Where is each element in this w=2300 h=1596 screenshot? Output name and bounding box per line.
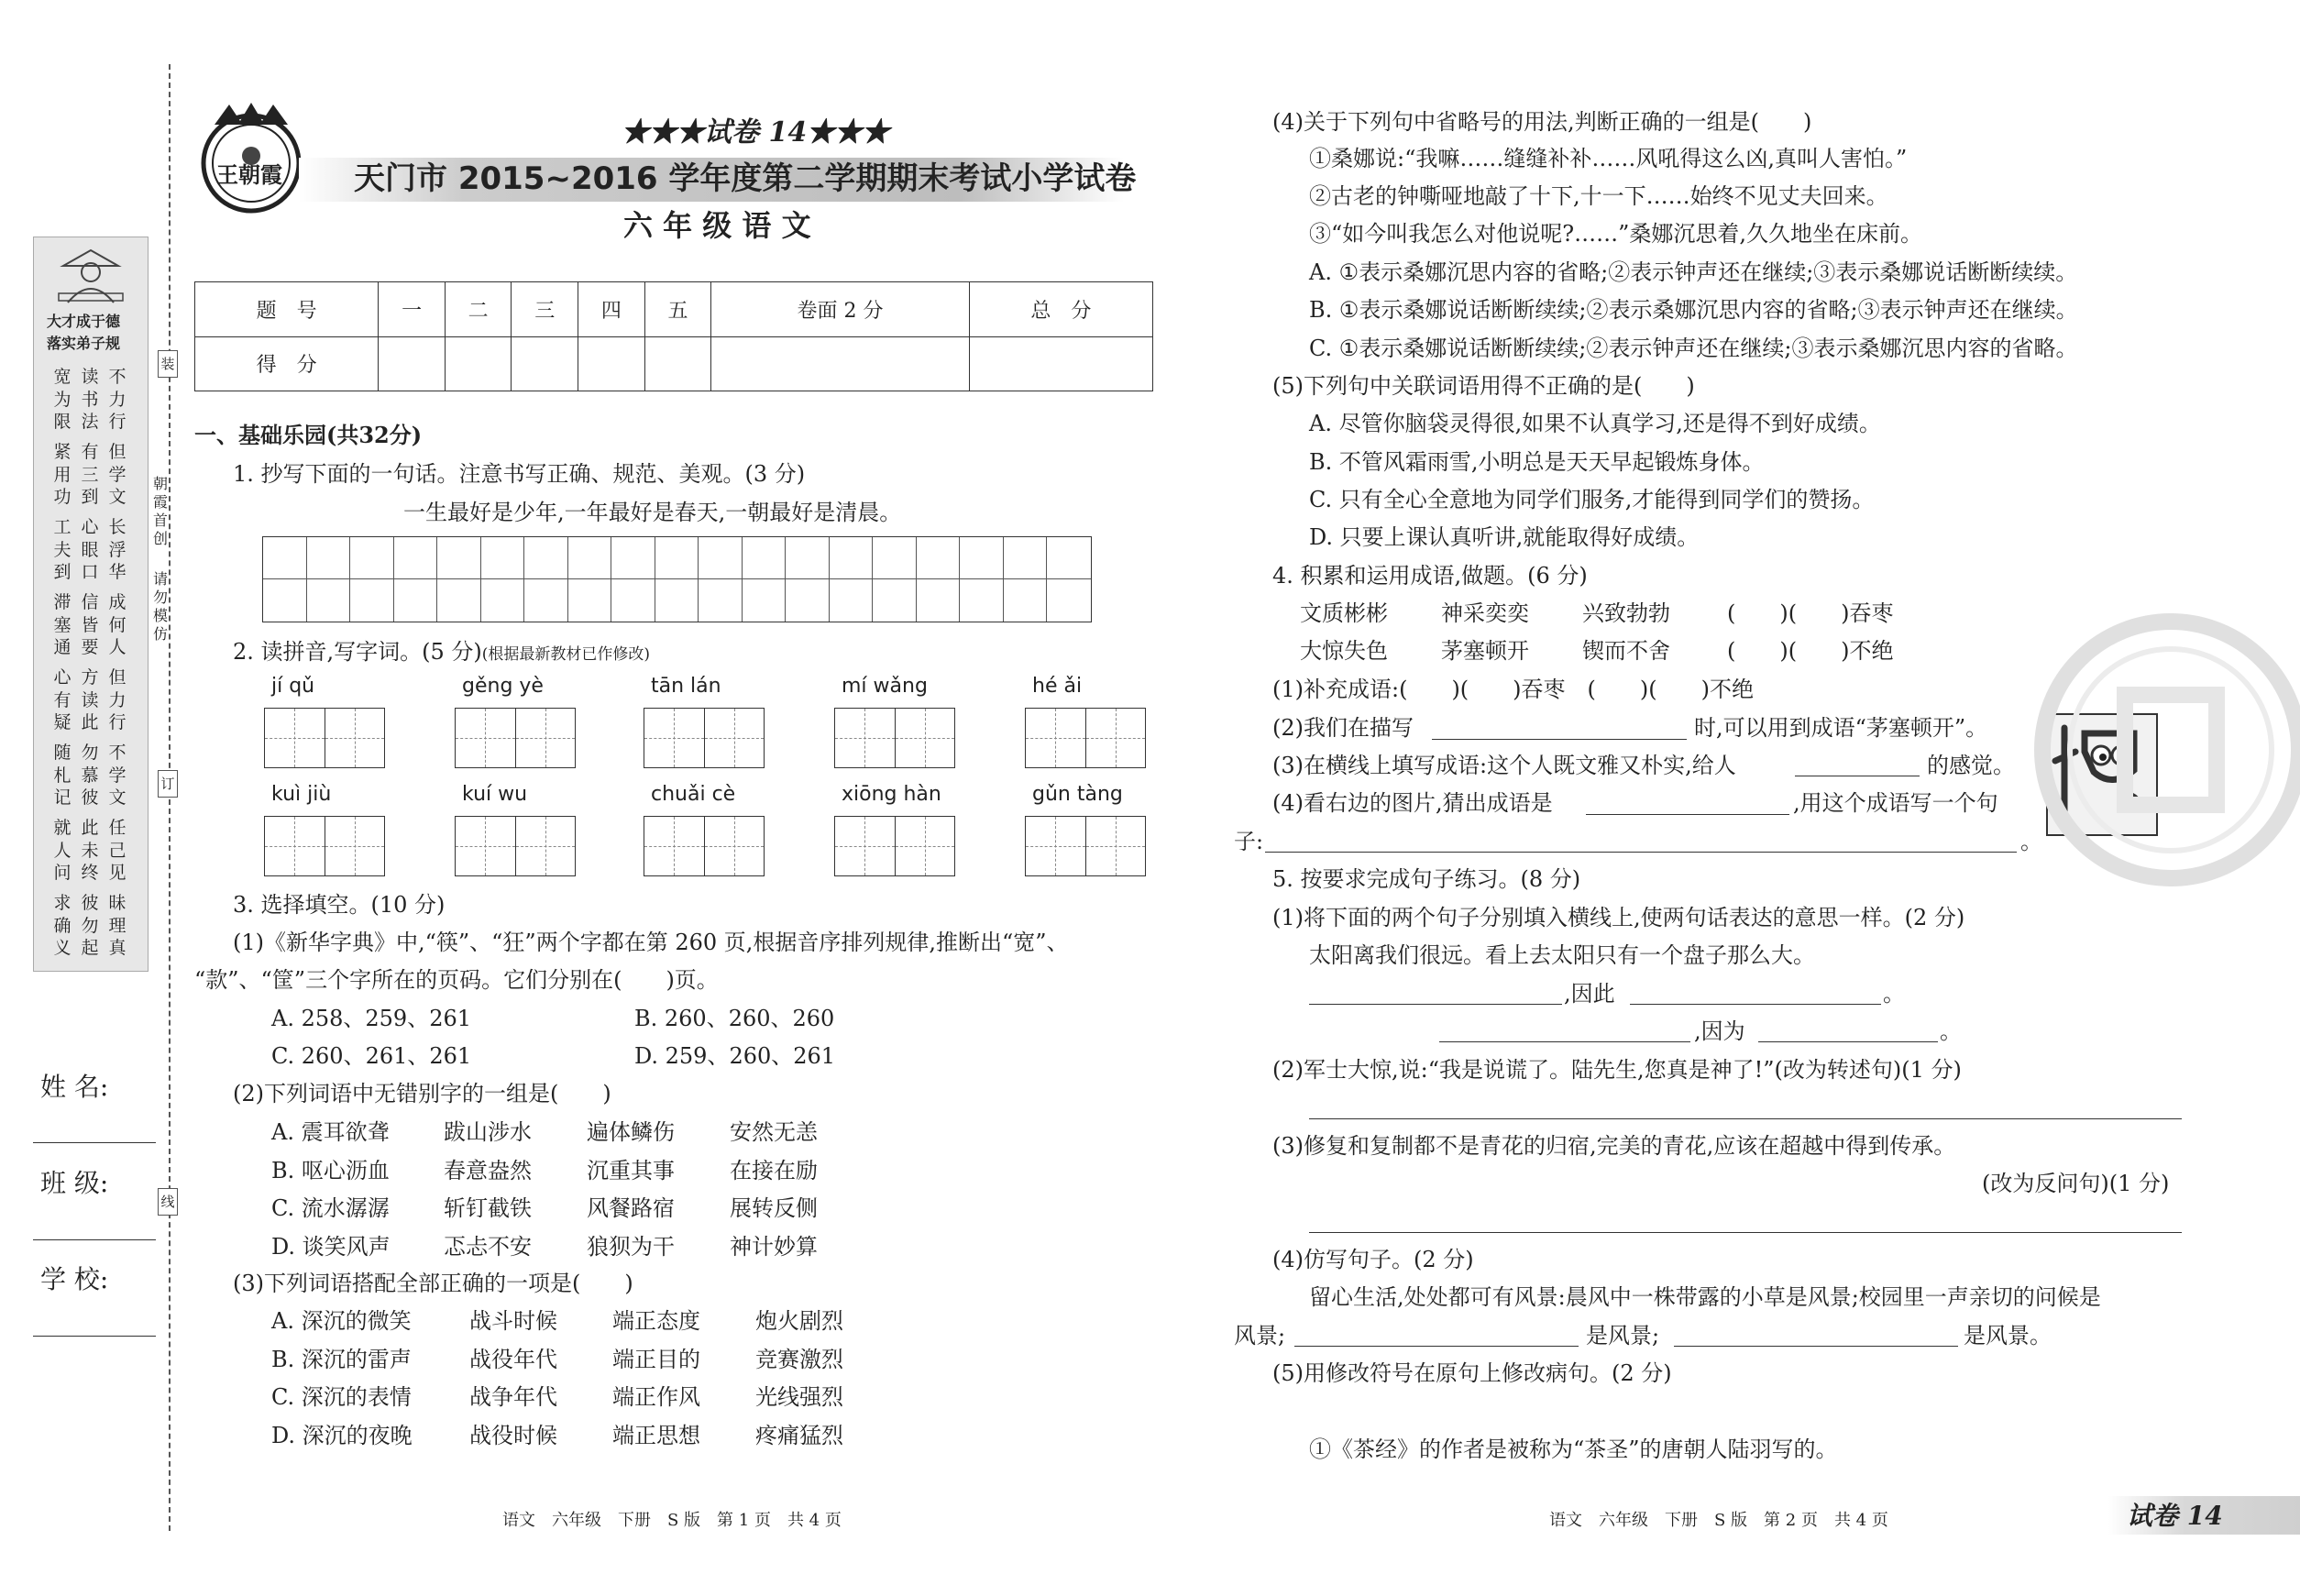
q4-sentence-1: ①桑娜说:“我嘛……缝缝补补……风吼得这么凶,真叫人害怕。” [1309, 146, 1908, 171]
q3-2-option-a-word: 跋山涉水 [444, 1119, 532, 1145]
copy-grid-cell[interactable] [263, 579, 307, 622]
qa4-2-end: 时,可以用到成语“茅塞顿开”。 [1694, 715, 1988, 741]
copy-grid-cell[interactable] [960, 537, 1004, 579]
series-label: ★★★试卷 14★★★ [622, 116, 890, 149]
copy-grid-cell[interactable] [437, 579, 481, 622]
q3-3-option-d-word: 战役时候 [469, 1422, 557, 1448]
qa4-2-start: (2)我们在描写 [1272, 715, 1414, 741]
name-field[interactable] [33, 1142, 156, 1143]
school-label: 学 校: [40, 1264, 109, 1294]
motto-column: 就人问 [53, 818, 72, 883]
copy-grid-cell[interactable] [655, 579, 699, 622]
copy-grid-cell[interactable] [786, 579, 830, 622]
q3-2-prompt: (2)下列词语中无错别字的一组是( ) [233, 1081, 611, 1106]
qa5-1-period-2: 。 [1940, 1018, 1962, 1044]
qa5-1-period-1: 。 [1883, 981, 1905, 1007]
motto-column: 随札记 [53, 743, 72, 808]
idiom-item: 大惊失色 [1300, 638, 1388, 664]
tian-grid-box[interactable] [644, 816, 765, 876]
q3-2-option-d-word: 忑忐不安 [444, 1233, 532, 1260]
qa4-4-start: (4)看右边的图片,猜出成语是 [1272, 790, 1553, 816]
cut-label-text: 订 [160, 776, 175, 792]
copy-grid-cell[interactable] [481, 537, 525, 579]
tian-grid-cell[interactable] [265, 709, 325, 767]
brand-vertical-text: 朝霞首创 [152, 475, 168, 547]
idiom-item: 神采奕奕 [1441, 600, 1529, 626]
score-header: 一 [379, 282, 446, 337]
q3-2-option-a-word: 安然无恙 [730, 1119, 818, 1145]
q4-option-c[interactable]: C. ①表示桑娜说话断断续续;②表示钟声还在继续;③表示桑娜沉思内容的省略。 [1309, 336, 2078, 361]
qa5-1-blank-3[interactable] [1439, 1041, 1690, 1042]
pinyin-label: mí wǎng [842, 675, 928, 698]
q3-2-option-b-word[interactable]: B. 呕心沥血 [271, 1157, 390, 1183]
pinyin-label: chuǎi cè [651, 783, 736, 806]
q3-1-option-b[interactable]: B. 260、260、260 [634, 1006, 835, 1031]
copy-grid-cell[interactable] [350, 537, 394, 579]
tian-grid-cell[interactable] [644, 709, 705, 767]
copy-grid-cell[interactable] [568, 579, 612, 622]
motto-column: 但力行 [108, 667, 127, 732]
tian-grid-box[interactable] [1025, 708, 1146, 768]
banner-line-1: 大才成于德 [47, 313, 121, 330]
motto-column: 但学文 [108, 442, 127, 507]
q3-3-option-c-word: 端正作风 [612, 1384, 700, 1410]
binding-dashed-line [169, 64, 171, 1531]
copy-grid-cell[interactable] [481, 579, 525, 622]
motto-column: 心眼口 [81, 517, 99, 582]
pinyin-label: xiōng hàn [842, 783, 941, 806]
motto-column: 昧理真 [108, 893, 127, 958]
score-cell[interactable] [445, 336, 512, 391]
section-1-heading: 一、基础乐园(共32分) [194, 422, 423, 448]
q3-2-option-d-word[interactable]: D. 谈笑风声 [271, 1233, 391, 1260]
score-cell[interactable] [644, 336, 711, 391]
copy-grid-cell[interactable] [350, 579, 394, 622]
tian-grid-cell[interactable] [1086, 709, 1146, 767]
score-header: 三 [512, 282, 578, 337]
q3-2-option-b-word: 沉重其事 [587, 1157, 675, 1183]
copy-writing-grid[interactable] [262, 536, 1092, 622]
q4-sentence-3: ③“如今叫我怎么对他说呢?……”桑娜沉思着,久久地坐在床前。 [1309, 221, 1923, 247]
tian-grid-box[interactable] [1025, 816, 1146, 876]
motto-column: 紧用功 [53, 442, 72, 507]
pinyin-label: gǔn tàng [1032, 783, 1123, 806]
q4-prompt: (4)关于下列句中省略号的用法,判断正确的一组是( ) [1272, 109, 1812, 135]
motto-column: 此未终 [81, 818, 99, 883]
copy-grid-cell[interactable] [655, 537, 699, 579]
motto-column: 方读此 [81, 667, 99, 732]
score-cell[interactable] [379, 336, 446, 391]
tian-grid-box[interactable] [455, 816, 576, 876]
q3-3-option-a-word: 炮火剧烈 [755, 1308, 843, 1334]
q3-2-option-b-word: 春意盎然 [444, 1157, 532, 1183]
qa5-1-text: 太阳离我们很远。看上去太阳只有一个盘子那么大。 [1309, 942, 1815, 968]
scholar-illustration [54, 243, 127, 307]
score-cell[interactable] [711, 336, 969, 391]
left-footer: 语文 六年级 下册 S 版 第 1 页 共 4 页 [502, 1511, 842, 1530]
copy-grid-cell[interactable] [307, 537, 351, 579]
tian-grid-cell[interactable] [644, 817, 705, 875]
score-header: 题 号 [195, 282, 379, 337]
motto-column: 读书法 [81, 367, 99, 432]
tian-grid-box[interactable] [834, 816, 955, 876]
q3-3-prompt: (3)下列词语搭配全部正确的一项是( ) [233, 1271, 633, 1296]
motto-column: 任己见 [108, 818, 127, 883]
tian-grid-cell[interactable] [265, 817, 325, 875]
qa5-prompt: 5. 按要求完成句子练习。(8 分) [1272, 866, 1581, 892]
q3-3-option-a-word: 端正态度 [612, 1308, 700, 1334]
q3-3-option-a-word: 战斗时候 [469, 1308, 557, 1334]
q5-option-d[interactable]: D. 只要上课认真听讲,就能取得好成绩。 [1309, 524, 1700, 550]
score-header: 总 分 [969, 282, 1152, 337]
pinyin-label: tān lán [651, 675, 721, 698]
q3-2-option-c-word: 风餐路宿 [587, 1195, 675, 1221]
class-field[interactable] [33, 1239, 156, 1240]
tian-grid-cell[interactable] [896, 817, 955, 875]
tian-grid-cell[interactable] [516, 817, 576, 875]
qa5-3-prompt: (3)修复和复制都不是青花的归宿,完美的青花,应该在超越中得到传承。 [1272, 1133, 1956, 1159]
score-cell[interactable] [578, 336, 645, 391]
motto-strip [33, 237, 149, 972]
q4-option-a[interactable]: A. ①表示桑娜沉思内容的省略;②表示钟声还在继续;③表示桑娜说话断断续续。 [1309, 259, 2078, 285]
copy-grid-cell[interactable] [1004, 579, 1048, 622]
q3-1-line2: “款”、“筐”三个字所在的页码。它们分别在( )页。 [194, 967, 719, 993]
qa4-2-blank[interactable] [1432, 739, 1687, 740]
qa4-1: (1)补充成语:( )( )吞枣 ( )( )不绝 [1272, 677, 1754, 702]
score-row-label: 得 分 [195, 336, 379, 391]
qa5-5-prompt: (5)用修改符号在原句上修改病句。(2 分) [1272, 1360, 1672, 1386]
idiom-item: 兴致勃勃 [1582, 600, 1670, 626]
motto-column: 滞塞通 [53, 592, 72, 657]
q3-2-option-b-word: 在接在励 [730, 1157, 818, 1183]
copy-grid-cell[interactable] [394, 537, 438, 579]
copy-grid-cell[interactable] [568, 537, 612, 579]
q3-2-option-a-word: 遍体鳞伤 [587, 1119, 675, 1145]
qa4-4-period: 。 [2020, 829, 2042, 854]
copy-grid-cell[interactable] [611, 537, 655, 579]
qa5-4-blank-1[interactable] [1294, 1346, 1579, 1347]
copy-grid-cell[interactable] [394, 579, 438, 622]
copy-grid-cell[interactable] [830, 579, 874, 622]
banner-line-2: 落实弟子规 [47, 335, 121, 352]
qa5-1-prompt: (1)将下面的两个句子分别填入横线上,使两句话表达的意思一样。(2 分) [1272, 905, 1965, 930]
q5-option-c[interactable]: C. 只有全心全意地为同学们服务,才能得到同学们的赞扬。 [1309, 487, 1875, 512]
q2-note: (根据最新教材已作修改) [481, 645, 651, 664]
copy-grid-cell[interactable] [1004, 537, 1048, 579]
q4-option-b[interactable]: B. ①表示桑娜说话断断续续;②表示桑娜沉思内容的省略;③表示钟声还在继续。 [1309, 297, 2078, 323]
q3-3-option-d-word: 端正思想 [612, 1422, 700, 1448]
class-label: 班 级: [40, 1168, 109, 1198]
motto-column: 宽为限 [53, 367, 72, 432]
motto-column: 信皆要 [81, 592, 99, 657]
q3-3-option-b-word: 端正目的 [612, 1346, 700, 1372]
tian-grid-cell[interactable] [325, 817, 385, 875]
tian-grid-box[interactable] [834, 708, 955, 768]
qa5-1-yinci: ,因此 [1564, 981, 1615, 1007]
score-cell[interactable] [969, 336, 1152, 391]
score-table [194, 281, 1153, 391]
copy-grid-cell[interactable] [873, 579, 917, 622]
exam-subtitle: 六 年 级 语 文 [623, 208, 811, 243]
tian-grid-cell[interactable] [1026, 817, 1086, 875]
qa5-3-answer-line[interactable] [1309, 1232, 2182, 1233]
tian-grid-cell[interactable] [835, 817, 896, 875]
pinyin-label: gěng yè [462, 675, 544, 698]
motto-column: 不学文 [108, 743, 127, 808]
logo-text: 王朝霞 [216, 161, 282, 188]
q2-text: 2. 读拼音,写字词。(5 分) [233, 639, 482, 665]
q3-1-option-a[interactable]: A. 258、259、261 [271, 1006, 472, 1031]
idiom-item: 锲而不舍 [1582, 638, 1670, 664]
school-field[interactable] [33, 1336, 156, 1337]
right-footer: 语文 六年级 下册 S 版 第 2 页 共 4 页 [1549, 1511, 1888, 1530]
qa5-1-blank-2[interactable] [1630, 1004, 1881, 1005]
score-header: 二 [445, 282, 512, 337]
copy-grid-cell[interactable] [1047, 579, 1091, 622]
copy-grid-cell[interactable] [960, 579, 1004, 622]
q5-option-b[interactable]: B. 不管风霜雨雪,小明总是天天早起锻炼身体。 [1309, 449, 1765, 475]
motto-column: 有三到 [81, 442, 99, 507]
qa4-4-zi: 子: [1234, 829, 1264, 854]
q5-option-a[interactable]: A. 尽管你脑袋灵得很,如果不认真学习,还是得不到好成绩。 [1309, 411, 1881, 436]
q1-prompt: 1. 抄写下面的一句话。注意书写正确、规范、美观。(3 分) [233, 461, 806, 487]
q3-2-option-c-word[interactable]: C. 流水潺潺 [271, 1195, 390, 1221]
tian-grid-cell[interactable] [325, 709, 385, 767]
qa4-prompt: 4. 积累和运用成语,做题。(6 分) [1272, 563, 1588, 589]
cut-label-1 [158, 350, 178, 378]
idiom-item: 茅塞顿开 [1441, 638, 1529, 664]
qa4-3-end: 的感觉。 [1927, 753, 2015, 778]
q2-prompt [233, 638, 650, 666]
copy-grid-cell[interactable] [524, 579, 568, 622]
watermark-seal [2033, 612, 2300, 887]
q3-3-option-c-word: 光线强烈 [755, 1384, 843, 1410]
qa4-4-sentence-blank[interactable] [1265, 852, 2017, 853]
tian-grid-box[interactable] [644, 708, 765, 768]
pinyin-label: jí qǔ [271, 675, 315, 698]
tian-grid-box[interactable] [455, 708, 576, 768]
q3-1-option-c[interactable]: C. 260、261、261 [271, 1043, 472, 1069]
tian-grid-box[interactable] [264, 708, 385, 768]
motto-column: 求确义 [53, 893, 72, 958]
copy-grid-cell[interactable] [917, 579, 961, 622]
tian-grid-cell[interactable] [705, 709, 765, 767]
logo-emblem [193, 101, 310, 218]
tian-grid-cell[interactable] [705, 817, 765, 875]
copy-grid-cell[interactable] [611, 579, 655, 622]
copy-grid-cell[interactable] [786, 537, 830, 579]
qa4-4-idiom-blank[interactable] [1586, 814, 1789, 815]
q4-sentence-2: ②古老的钟嘶哑地敲了十下,十一下……始终不见丈夫回来。 [1309, 183, 1888, 209]
copy-grid-cell[interactable] [263, 537, 307, 579]
tian-grid-cell[interactable] [1026, 709, 1086, 767]
qa5-2-answer-line[interactable] [1309, 1118, 2182, 1119]
idiom-item: ( )( )不绝 [1727, 638, 1894, 664]
motto-column: 长浮华 [108, 517, 127, 582]
copy-grid-cell[interactable] [524, 537, 568, 579]
tian-grid-cell[interactable] [456, 817, 516, 875]
copy-grid-cell[interactable] [1047, 537, 1091, 579]
tian-grid-cell[interactable] [1086, 817, 1146, 875]
score-header: 四 [578, 282, 645, 337]
motto-column: 心有疑 [53, 667, 72, 732]
pinyin-label: hé ǎi [1032, 675, 1083, 698]
tian-grid-cell[interactable] [516, 709, 576, 767]
q3-3-option-a-word[interactable]: A. 深沉的微笑 [271, 1308, 412, 1334]
qa4-3-start: (3)在横线上填写成语:这个人既文雅又朴实,给人 [1272, 753, 1736, 778]
copy-grid-cell[interactable] [917, 537, 961, 579]
tian-grid-cell[interactable] [835, 709, 896, 767]
qa5-4-prompt: (4)仿写句子。(2 分) [1272, 1247, 1474, 1272]
cut-label-text: 线 [160, 1194, 175, 1210]
qa5-3-note: (改为反问句)(1 分) [1982, 1171, 2170, 1196]
copy-grid-cell[interactable] [830, 537, 874, 579]
qa5-4-end: 是风景。 [1964, 1323, 2052, 1348]
q3-2-option-a-word[interactable]: A. 震耳欲聋 [271, 1119, 390, 1145]
qa5-1-blank-1[interactable] [1309, 1004, 1562, 1005]
q3-3-option-c-word: 战争年代 [469, 1384, 557, 1410]
copy-grid-cell[interactable] [437, 537, 481, 579]
tian-grid-cell[interactable] [896, 709, 955, 767]
q3-2-option-c-word: 展转反侧 [730, 1195, 818, 1221]
qa5-1-yinwei: ,因为 [1694, 1018, 1745, 1044]
motto-column: 工夫到 [53, 517, 72, 582]
score-header: 卷面 2 分 [711, 282, 969, 337]
qa4-4-mid: ,用这个成语写一个句 [1793, 790, 1998, 816]
q3-3-option-b-word[interactable]: B. 深沉的雷声 [271, 1346, 412, 1372]
pinyin-label: kuí wu [462, 783, 528, 806]
q3-prompt: 3. 选择填空。(10 分) [233, 892, 446, 918]
qa5-2-prompt: (2)军士大惊,说:“我是说谎了。陆先生,您真是神了!”(改为转述句)(1 分) [1272, 1057, 1962, 1083]
qa5-4-mid: 是风景; [1586, 1323, 1660, 1348]
corner-label: 试卷 14 [2127, 1501, 2223, 1531]
copy-grid-cell[interactable] [873, 537, 917, 579]
qa5-4-blank-2[interactable] [1674, 1346, 1958, 1347]
q3-2-option-d-word: 狼狈为干 [587, 1233, 675, 1260]
q3-3-option-b-word: 战役年代 [469, 1346, 557, 1372]
motto-column: 成何人 [108, 592, 127, 657]
qa5-4-fengjing: 风景; [1234, 1323, 1286, 1348]
score-header: 五 [644, 282, 711, 337]
q3-3-option-c-word[interactable]: C. 深沉的表情 [271, 1384, 412, 1410]
score-cell[interactable] [512, 336, 578, 391]
q3-3-option-b-word: 竞赛激烈 [755, 1346, 843, 1372]
q3-2-option-d-word: 神计妙算 [730, 1233, 818, 1260]
pinyin-label: kuì jiù [271, 783, 332, 806]
copy-grid-cell[interactable] [743, 579, 787, 622]
qa5-4-text: 留心生活,处处都可有风景:晨风中一株带露的小草是风景;校园里一声亲切的问候是 [1309, 1284, 2101, 1310]
q1-sentence: 一生最好是少年,一年最好是春天,一朝最好是清晨。 [403, 500, 902, 525]
motto-column: 彼勿起 [81, 893, 99, 958]
cut-label-3 [158, 1188, 178, 1216]
tian-grid-box[interactable] [264, 816, 385, 876]
exam-title: 天门市 2015~2016 学年度第二学期期末考试小学试卷 [354, 160, 1137, 197]
name-label: 姓 名: [40, 1072, 109, 1102]
q3-3-option-d-word[interactable]: D. 深沉的夜晚 [271, 1422, 413, 1448]
cut-label-text: 装 [160, 356, 175, 372]
copy-grid-cell[interactable] [743, 537, 787, 579]
q5-prompt: (5)下列句中关联词语用得不正确的是( ) [1272, 373, 1695, 399]
motto-column: 不力行 [108, 367, 127, 432]
q3-3-option-d-word: 疼痛猛烈 [755, 1422, 843, 1448]
warning-vertical-text: 请勿模仿 [152, 570, 168, 643]
q3-1-line1: (1)《新华字典》中,“筷”、“狂”两个字都在第 260 页,根据音序排列规律,推断出“宽”、 [233, 930, 1069, 955]
idiom-item: 文质彬彬 [1300, 600, 1388, 626]
qa5-1-blank-4[interactable] [1758, 1041, 1938, 1042]
idiom-item: ( )( )吞枣 [1727, 600, 1894, 626]
motto-column: 勿慕彼 [81, 743, 99, 808]
qa5-5-text: ①《茶经》的作者是被称为“茶圣”的唐朝人陆羽写的。 [1309, 1436, 1838, 1462]
copy-grid-cell[interactable] [307, 579, 351, 622]
q3-2-option-c-word: 斩钉截铁 [444, 1195, 532, 1221]
copy-grid-cell[interactable] [699, 579, 743, 622]
copy-grid-cell[interactable] [699, 537, 743, 579]
tian-grid-cell[interactable] [456, 709, 516, 767]
q3-1-option-d[interactable]: D. 259、260、261 [634, 1043, 836, 1069]
cut-label-2 [158, 770, 178, 798]
